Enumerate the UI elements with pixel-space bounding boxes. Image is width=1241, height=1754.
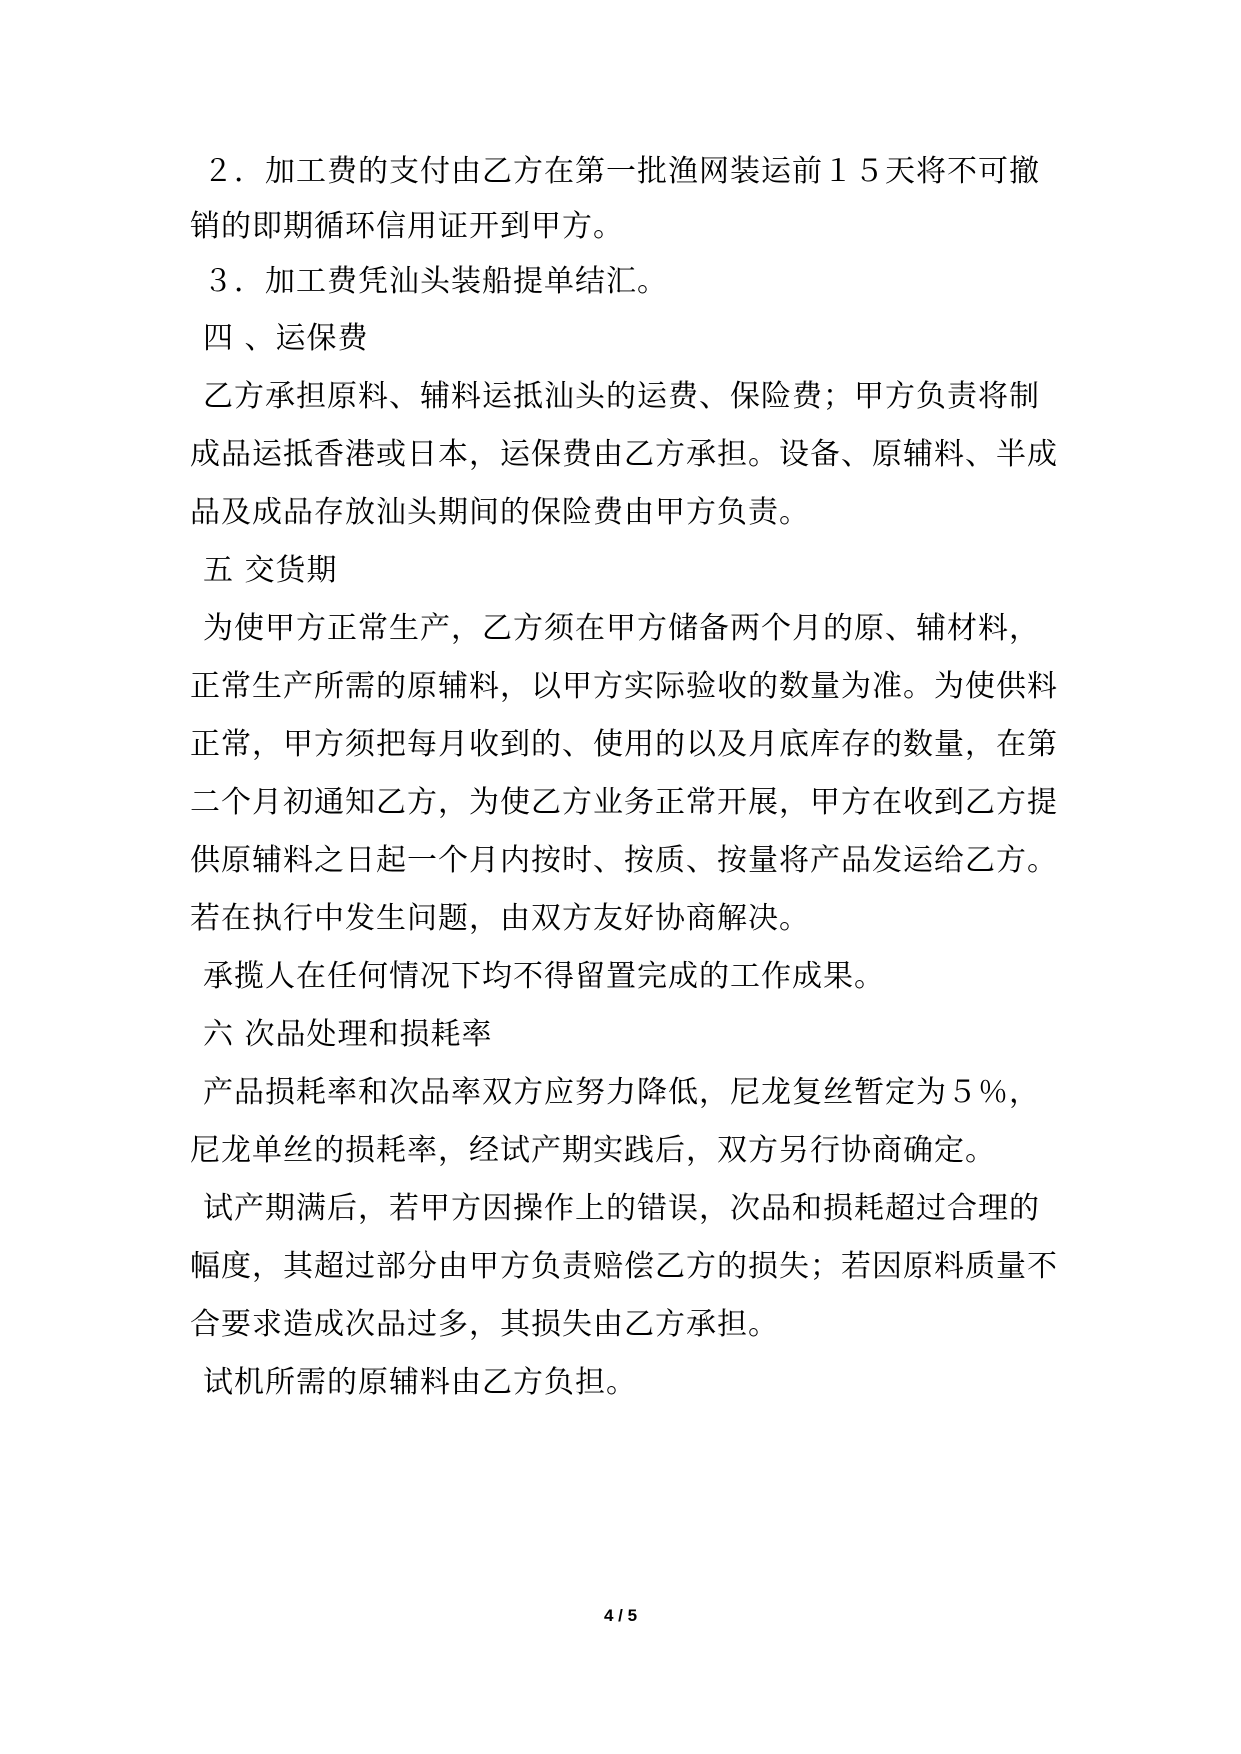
section-heading: 四 、运保费 [203, 321, 369, 356]
text-line: 为使甲方正常生产，乙方须在甲方储备两个月的原、辅材料， [203, 611, 1040, 646]
text-line: 承揽人在任何情况下均不得留置完成的工作成果。 [203, 959, 885, 994]
text-line: ３．加工费凭汕头装船提单结汇。 [203, 264, 668, 299]
section-heading: 六 次品处理和损耗率 [203, 1017, 493, 1052]
text-line: 幅度，其超过部分由甲方负责赔偿乙方的损失；若因原料质量不 [190, 1249, 1058, 1284]
text-line: 产品损耗率和次品率双方应努力降低，尼龙复丝暂定为５％， [203, 1075, 1040, 1110]
text-line: 成品运抵香港或日本，运保费由乙方承担。设备、原辅料、半成 [190, 437, 1058, 472]
page-number: 4 / 5 [603, 1606, 638, 1625]
text-line: 试机所需的原辅料由乙方负担。 [203, 1365, 637, 1400]
text-line: 供原辅料之日起一个月内按时、按质、按量将产品发运给乙方。 [190, 843, 1058, 878]
text-line: 合要求造成次品过多，其损失由乙方承担。 [190, 1307, 779, 1342]
section-heading: 五 交货期 [203, 553, 338, 588]
text-line: ２．加工费的支付由乙方在第一批渔网装运前１５天将不可撤 [203, 154, 1040, 189]
text-line: 二个月初通知乙方，为使乙方业务正常开展，甲方在收到乙方提 [190, 785, 1058, 820]
text-line: 销的即期循环信用证开到甲方。 [190, 209, 624, 244]
text-line: 试产期满后，若甲方因操作上的错误，次品和损耗超过合理的 [203, 1191, 1040, 1226]
text-line: 尼龙单丝的损耗率，经试产期实践后，双方另行协商确定。 [190, 1133, 996, 1168]
text-line: 乙方承担原料、辅料运抵汕头的运费、保险费；甲方负责将制 [203, 379, 1040, 414]
text-line: 正常生产所需的原辅料，以甲方实际验收的数量为准。为使供料 [190, 669, 1058, 704]
text-line: 品及成品存放汕头期间的保险费由甲方负责。 [190, 495, 810, 530]
text-line: 正常，甲方须把每月收到的、使用的以及月底库存的数量，在第 [190, 727, 1058, 762]
text-line: 若在执行中发生问题，由双方友好协商解决。 [190, 901, 810, 936]
